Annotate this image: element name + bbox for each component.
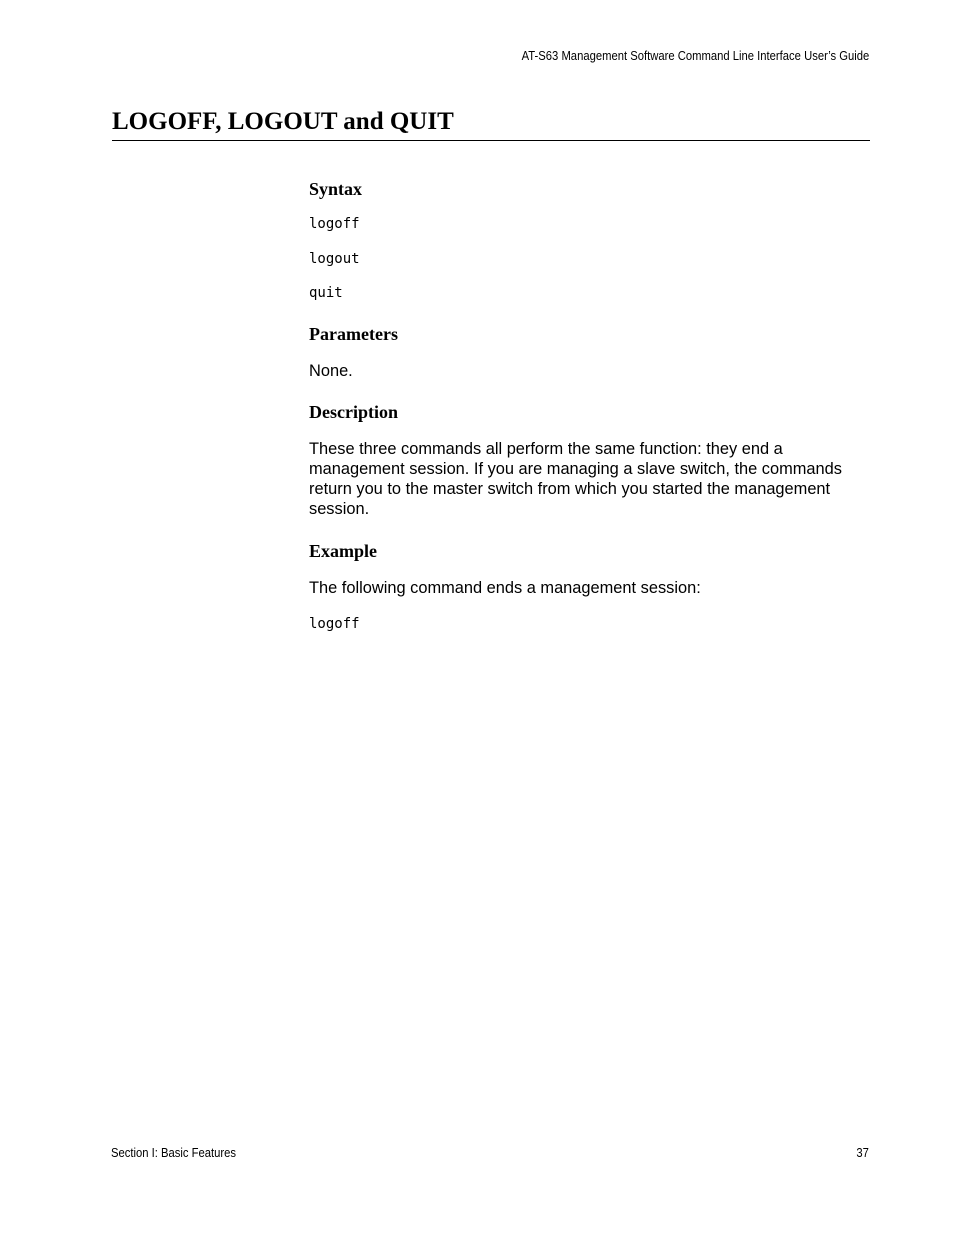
footer-section-label: Section I: Basic Features [111, 1146, 237, 1160]
description-heading: Description [309, 402, 398, 422]
example-heading: Example [309, 541, 378, 561]
parameters-text: None. [309, 362, 353, 380]
syntax-command-quit: quit [309, 285, 343, 301]
main-content [309, 178, 871, 634]
syntax-command-logout: logout [309, 251, 360, 267]
running-header: AT-S63 Management Software Command Line Interface User’s Guide [521, 49, 869, 63]
page-number: 37 [856, 1146, 869, 1160]
syntax-command-logoff: logoff [309, 216, 360, 232]
page-title: LOGOFF, LOGOUT and QUIT [112, 108, 454, 135]
title-divider [112, 140, 870, 141]
syntax-heading: Syntax [309, 179, 363, 199]
example-text: The following command ends a management session: [309, 579, 701, 597]
parameters-heading: Parameters [309, 324, 398, 344]
example-command: logoff [309, 616, 360, 632]
description-text: These three commands all perform the same function: they end a management session. If you are managing a slave switch, the commands return you to the master switch from which you started the management session. [309, 440, 842, 518]
